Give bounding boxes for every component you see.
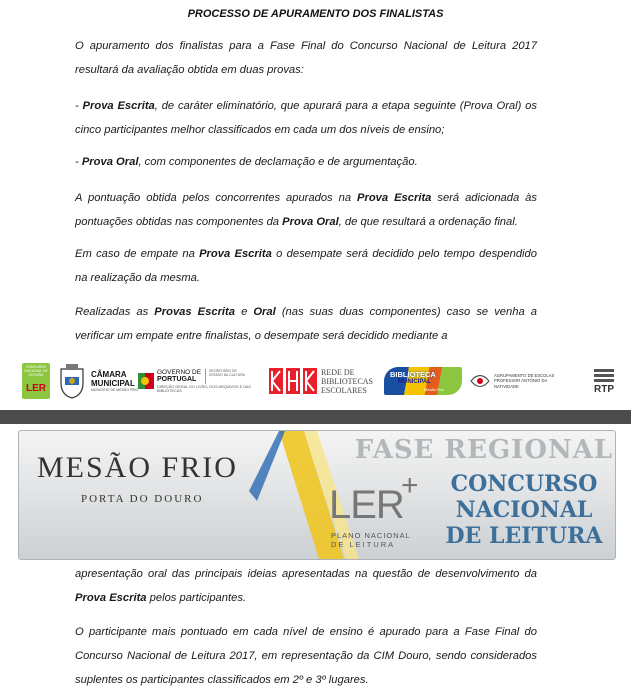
paragraph-empate-escrita: Em caso de empate na Prova Escrita o desempate será decidido pelo tempo despendido na realização da mesma. — [75, 248, 537, 284]
pnl-line-1: PLANO NACIONAL — [331, 531, 411, 540]
banner-ler-logo: LER — [329, 483, 404, 527]
banner-fase-regional: FASE REGIONAL — [354, 435, 614, 465]
banner-concurso-title: CONCURSO NACIONAL DE LEITURA — [445, 471, 603, 549]
banner-town-name: MESÃO FRIO — [37, 451, 238, 484]
paragraph-prova-oral: - Prova Oral, com componentes de declamação e de argumentação. — [75, 156, 418, 168]
camara-municipal-logo: CÂMARA MUNICIPAL MUNICÍPIO DE MESÃO FRIO — [91, 369, 139, 392]
rede-bibliotecas-escolares-logo: REDE DE BIBLIOTECAS ESCOLARES — [268, 360, 380, 402]
portugal-flag-icon — [137, 371, 155, 391]
partner-logos — [0, 360, 631, 402]
plus-icon: + — [401, 469, 419, 502]
rtp-logo: RTP — [584, 360, 624, 402]
coat-of-arms-icon — [58, 360, 88, 402]
paragraph-empate-finalistas: Realizadas as Provas Escrita e Oral (nas suas duas componentes) caso se venha a verificar um empate entre finalistas, o desempate será decidido mediante a — [75, 306, 537, 342]
governo-portugal-logo: GOVERNO DE PORTUGAL SECRETÁRIO DE ESTADO DA CULTURA DIREÇÃO GERAL DO LIVRO, DOS ARQUIVOS E DAS BIBLIOTECAS — [137, 360, 265, 402]
paragraph-apuramento-final: O participante mais pontuado em cada nível de ensino é apurado para a Fase Final do Concurso Nacional de Leitura 2017, em representação da CIM Douro, sendo considerados suplentes os participantes classificados em 2º e 3º lugares. — [75, 626, 537, 686]
page-divider — [0, 410, 631, 424]
rbe-icon — [268, 366, 318, 396]
document-title: PROCESSO DE APURAMENTO DOS FINALISTAS — [187, 8, 444, 20]
paragraph-desempate-oral: apresentação oral das principais ideias apresentadas na questão de desenvolvimento da Prova Escrita pelos participantes. — [75, 568, 537, 604]
agrupamento-escolas-logo: AGRUPAMENTO DE ESCOLAS PROFESSOR ANTÓNIO DA NATIVIDADE — [469, 360, 581, 402]
paragraph-pontuacao: A pontuação obtida pelos concorrentes apurados na Prova Escrita será adicionada às pontuações obtidas nas componentes da Prova Oral, de que resultará a ordenação final. — [75, 192, 537, 228]
agrupamento-icon — [469, 370, 491, 392]
banner-town-subtitle: PORTA DO DOURO — [81, 493, 204, 505]
concurso-logo: CONCURSO NACIONAL DE LEITURA LER — [22, 360, 52, 402]
paragraph-prova-escrita: - Prova Escrita, de caráter eliminatório, que apurará para a etapa seguinte (Prova Oral) os cinco participantes melhor classificados em cada um dos níveis de ensino; — [75, 100, 537, 136]
biblioteca-municipal-logo: BIBLIOTECA MUNICIPAL Mesão Frio — [384, 360, 464, 402]
header-banner — [18, 430, 616, 560]
rtp-icon — [593, 368, 615, 384]
pnl-line-2: DE LEITURA — [331, 540, 396, 549]
paragraph-intro: O apuramento dos finalistas para a Fase Final do Concurso Nacional de Leitura 2017 resultará da avaliação obtida em duas provas: — [75, 40, 537, 76]
